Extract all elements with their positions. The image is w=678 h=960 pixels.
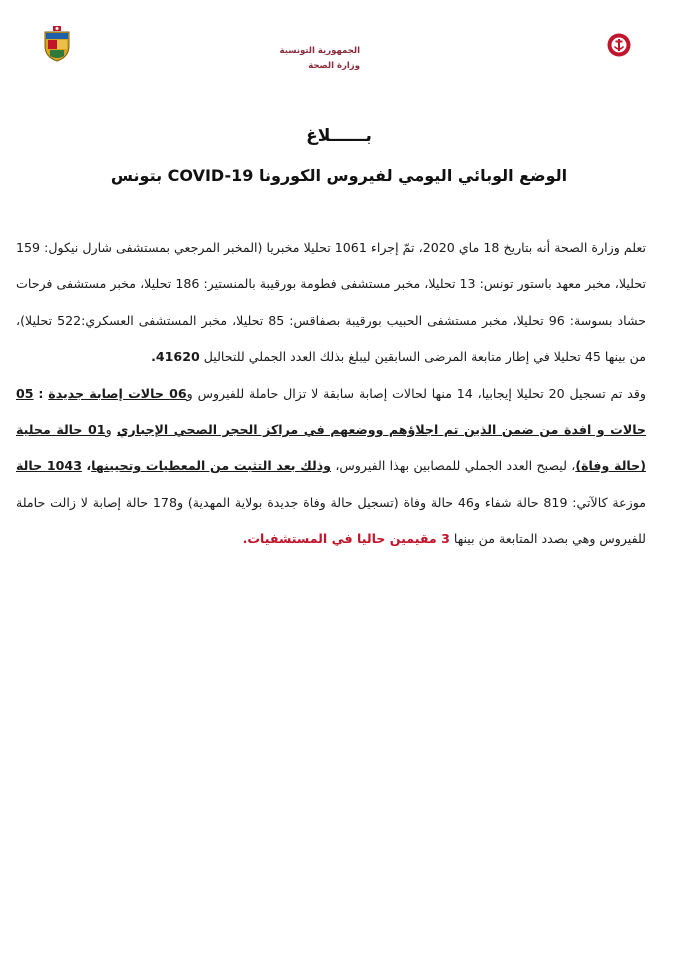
header-block [248,44,360,74]
page-title: بــــــلاغ [306,126,372,146]
local-cases: 01 حالة محلية (حالة وفاة) [16,422,646,474]
cases-comma: ، [86,458,92,474]
after-verification: وذلك بعد التثبت من المعطيات وتحيينها [91,458,332,474]
tests-text: تعلم وزارة الصحة أنه بتاريخ 18 ماي 2020، تمّ إجراء 1061 تحليلا مخبريا (المخبر المرجعي بمستشفى شارل نيكول: 159 تحليلا، مخبر معهد باستور تونس: 13 تحليلا، مخبر مستشفى فطومة بورقيبة بالمنستير: 186 تحليلا، مخبر مستشفى فرحات حشاد بسوسة: 96 تحليلا، مخبر مستشفى الحبيب بورقيبة بصفاقس: 85 تحليلا، مخبر المستشفى العسكري:522 تحليلا)، من بينها 45 تحليلا في إطار متابعة المرضى السابقين ليبلغ بذلك العدد الجملي للتحاليل [16,240,646,365]
ministry-health-emblem-icon [606,32,632,58]
cases-total-intro: ، ليصبح العدد الجملي للمصابين بهذا الفيروس، [335,458,576,474]
tunisia-coat-of-arms-icon [42,26,72,62]
ministry-name: وزارة الصحة [308,61,360,71]
cases-breakdown: موزعة كالآتي: 819 حالة شفاء و46 حالة وفاة (تسجيل حالة وفاة جديدة بولاية المهدية) و178 حالة إصابة لا زالت حاملة للفيروس وهي بصدد المتابعة من بينها [16,494,646,547]
page-subtitle: الوضع الوبائي اليومي لفيروس الكورونا COVID-19 بتونس [110,166,568,185]
hospitalized-count: 3 مقيمين حاليا في المستشفيات. [242,531,450,547]
cases-colon: : [38,385,44,401]
cases-intro: وقد تم تسجيل 20 تحليلا إيجابيا، 14 منها لحالات إصابة سابقة لا تزال حاملة للفيروس و [186,385,646,401]
release-body [16,230,646,558]
tests-paragraph [16,230,646,376]
cases-paragraph [16,376,646,558]
tests-total: 41620. [151,349,200,365]
total-cases: 1043 حالة [16,458,82,474]
country-name: الجمهورية التونسية [279,46,360,56]
cases-and: و [105,422,112,438]
new-cases-count: 06 حالات إصابة جديدة [48,385,187,401]
imported-cases: 05 حالات و افدة من ضمن الذين تم اجلاؤهم ووضعهم في مراكز الحجر الصحي الإجباري [16,385,646,438]
